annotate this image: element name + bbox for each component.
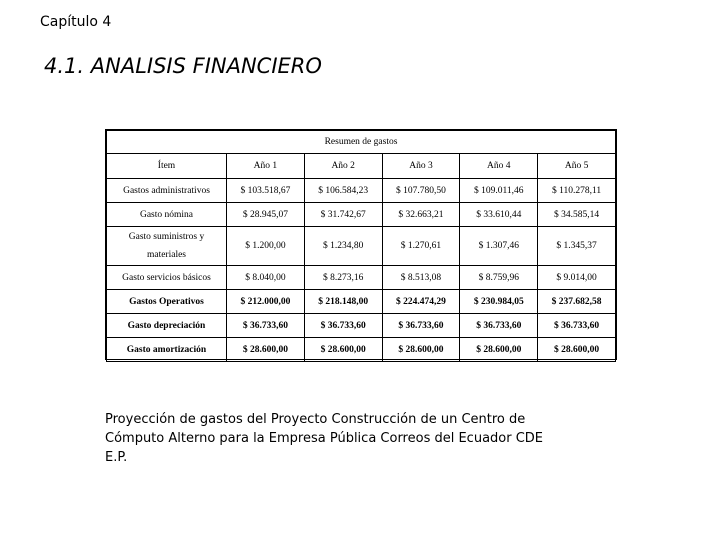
table-cell: $ 8.273,16: [304, 266, 382, 290]
column-header: Año 2: [304, 154, 382, 179]
table-cell: $ 212.000,00: [227, 290, 305, 314]
table-cell: $ 8.759,96: [460, 266, 538, 290]
table-cell: $ 8.513,08: [382, 266, 460, 290]
table-cell: $ 34.585,14: [538, 203, 616, 227]
table-cell: $ 32.663,21: [382, 203, 460, 227]
table-title: Resumen de gastos: [107, 131, 616, 154]
table-cell: $ 28.600,00: [304, 338, 382, 362]
table-cell: $ 31.742,67: [304, 203, 382, 227]
table-cell: $ 1.270,61: [382, 227, 460, 266]
section-title: 4.1. ANALISIS FINANCIERO: [44, 54, 322, 78]
table-row: [107, 179, 616, 203]
row-item: Gasto servicios básicos: [107, 266, 227, 290]
table-cell: $ 218.148,00: [304, 290, 382, 314]
table-cell: $ 28.600,00: [460, 338, 538, 362]
table-cell: $ 9.014,00: [538, 266, 616, 290]
table-cell: $ 1.307,46: [460, 227, 538, 266]
row-item: Gasto suministros y materiales: [107, 227, 227, 266]
table-row: [107, 338, 616, 362]
table-row: [107, 203, 616, 227]
table-cell: $ 28.600,00: [538, 338, 616, 362]
table-cell: $ 28.600,00: [227, 338, 305, 362]
table-cell: $ 237.682,58: [538, 290, 616, 314]
table-row: [107, 227, 616, 266]
table-cell: $ 103.518,67: [227, 179, 305, 203]
table-cell: $ 28.600,00: [382, 338, 460, 362]
table-cell: $ 36.733,60: [304, 314, 382, 338]
table-row: [107, 314, 616, 338]
column-header: Año 5: [538, 154, 616, 179]
column-header: Año 3: [382, 154, 460, 179]
table-cell: $ 110.278,11: [538, 179, 616, 203]
table-cell: $ 230.984,05: [460, 290, 538, 314]
table-cell: $ 1.345,37: [538, 227, 616, 266]
table-cell: $ 36.733,60: [460, 314, 538, 338]
table-row: [107, 290, 616, 314]
table-cell: $ 28.945,07: [227, 203, 305, 227]
table-cell: $ 106.584,23: [304, 179, 382, 203]
table-cell: $ 1.200,00: [227, 227, 305, 266]
row-item: Gasto depreciación: [107, 314, 227, 338]
row-item: Gastos administrativos: [107, 179, 227, 203]
expense-summary-table: [105, 129, 617, 360]
table-cell: $ 36.733,60: [227, 314, 305, 338]
table-cell: $ 36.733,60: [538, 314, 616, 338]
column-header: Ítem: [107, 154, 227, 179]
column-header: Año 4: [460, 154, 538, 179]
figure-caption: Proyección de gastos del Proyecto Construcción de un Centro de Cómputo Alterno para la Empresa Pública Correos del Ecuador CDE E.P.: [105, 412, 544, 465]
row-item: Gasto amortización: [107, 338, 227, 362]
column-header: Año 1: [227, 154, 305, 179]
table-cell: $ 33.610,44: [460, 203, 538, 227]
column-header-row: [107, 154, 616, 179]
row-item: Gastos Operativos: [107, 290, 227, 314]
table-cell: $ 8.040,00: [227, 266, 305, 290]
table-cell: $ 107.780,50: [382, 179, 460, 203]
table-row: [107, 266, 616, 290]
chapter-label: Capítulo 4: [40, 14, 112, 30]
row-item: Gasto nómina: [107, 203, 227, 227]
table-cell: $ 36.733,60: [382, 314, 460, 338]
table-cell: $ 109.011,46: [460, 179, 538, 203]
table-cell: $ 1.234,80: [304, 227, 382, 266]
table-cell: $ 224.474,29: [382, 290, 460, 314]
